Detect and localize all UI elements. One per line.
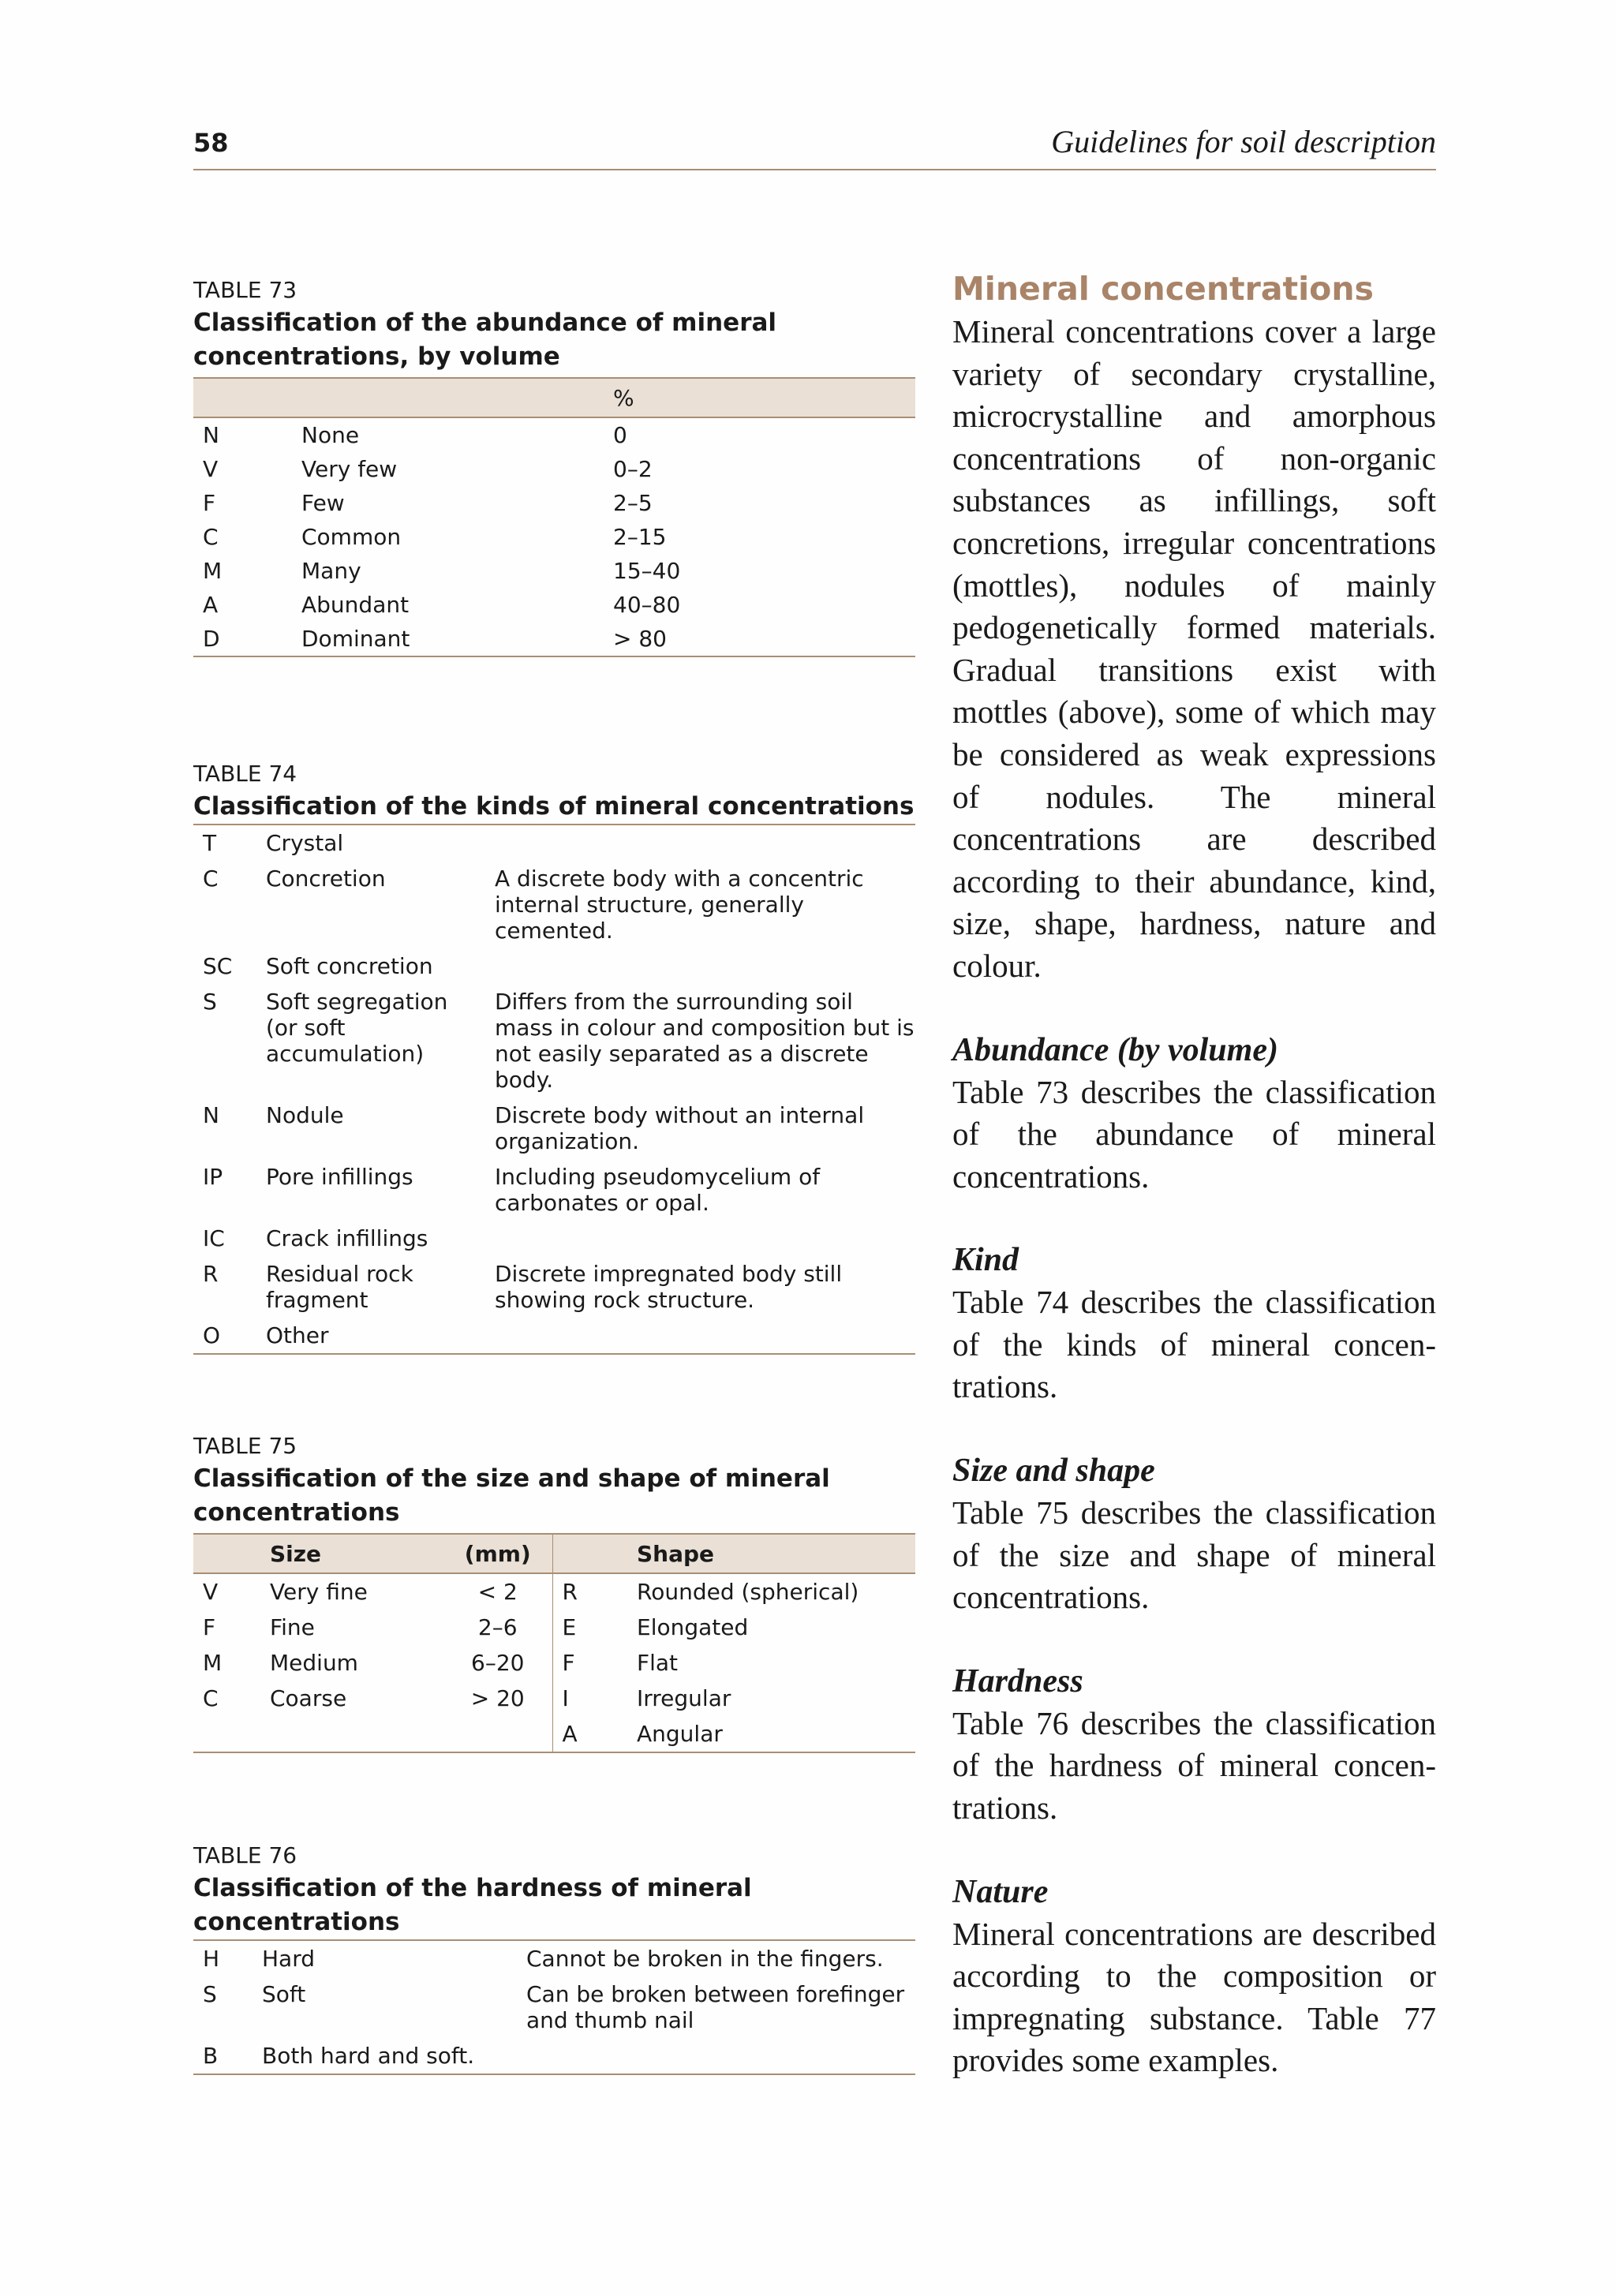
hardness-cell: Both hard and soft.	[262, 2043, 475, 2069]
code-cell: IP	[203, 1164, 223, 1190]
class-cell: None	[301, 422, 360, 448]
size-cell: Medium	[270, 1650, 358, 1676]
table-title: Classification of the abundance of mineral concentrations, by volume	[193, 309, 777, 371]
page-number: 58	[193, 128, 229, 158]
running-title: Guidelines for soil description	[1051, 124, 1436, 159]
code-cell: D	[203, 626, 220, 652]
nature-heading: Nature	[952, 1873, 1049, 1910]
nature-paragraph: Mineral concentrations are described according to the composition or impregnating substance. Table 77 provides some examples.	[952, 1915, 1436, 2079]
table-label: TABLE 76	[193, 1842, 297, 1868]
table-label: TABLE 74	[193, 761, 297, 787]
table-74	[193, 758, 915, 1355]
code-cell: C	[203, 524, 219, 550]
table-row	[193, 417, 915, 452]
table-row	[193, 520, 915, 554]
table-row	[193, 554, 915, 588]
table-row	[193, 1976, 915, 2038]
table-row	[193, 2038, 915, 2074]
hardness-table	[193, 1939, 915, 2075]
column-header: Shape	[627, 1534, 915, 1573]
shape-cell: Angular	[637, 1721, 723, 1747]
code-cell: F	[203, 490, 216, 516]
value-cell: 2–5	[613, 490, 653, 516]
description-cell: Discrete impregnated body still showing rock structure.	[495, 1261, 843, 1313]
table-row	[193, 1940, 915, 1976]
table-row	[193, 1716, 915, 1752]
table-row	[193, 1681, 915, 1716]
table-76	[193, 1840, 915, 2075]
table-row	[193, 1318, 915, 1354]
table-73	[193, 275, 915, 669]
kind-cell: Soft concretion	[266, 953, 433, 979]
table-title: Classification of the kinds of mineral concentrations	[193, 792, 915, 821]
description-cell: A discrete body with a concentric internal structure, generally cemented.	[495, 866, 864, 944]
code-cell: C	[203, 1685, 219, 1711]
description-cell: Including pseudomycelium of carbonates or opal.	[495, 1164, 821, 1216]
table-row	[193, 486, 915, 520]
shape-cell: Irregular	[637, 1685, 731, 1711]
shape-cell: Rounded (spherical)	[637, 1579, 859, 1605]
class-cell: Very few	[301, 456, 398, 482]
code-cell: S	[203, 989, 217, 1015]
column-header: Size	[260, 1534, 434, 1573]
description-cell: Differs from the surrounding soil mass in colour and composition but is not easily separated as a discrete body.	[495, 989, 915, 1093]
table-row	[193, 948, 915, 984]
description-cell	[485, 948, 915, 984]
size-shape-paragraph: Table 75 describes the classification of the size and shape of mineral concentrations.	[952, 1494, 1436, 1616]
table-row	[193, 1573, 915, 1610]
abundance-table	[193, 377, 915, 657]
size-shape-table	[193, 1533, 915, 1753]
size-cell: Coarse	[270, 1685, 347, 1711]
kind-cell: Nodule	[266, 1102, 344, 1128]
hardness-paragraph: Table 76 describes the classification of the hardness of mineral concen-trations.	[952, 1704, 1436, 1827]
table-row	[193, 1159, 915, 1221]
hardness-cell: Soft	[262, 1981, 306, 2007]
description-cell: Can be broken between forefinger and thumb nail	[526, 1981, 905, 2033]
column-header	[552, 1534, 627, 1573]
table-row	[193, 1645, 915, 1681]
table-row	[193, 984, 915, 1098]
shape-cell: Elongated	[637, 1614, 749, 1640]
code-cell: O	[203, 1322, 221, 1348]
shape-cell: Flat	[637, 1650, 679, 1676]
kind-cell: Residual rock fragment	[266, 1261, 413, 1313]
section-heading: Mineral concentrations	[952, 270, 1374, 308]
value-cell: 15–40	[613, 558, 681, 584]
column-header	[193, 378, 292, 417]
hardness-cell: Hard	[262, 1946, 316, 1972]
class-cell: Common	[301, 524, 402, 550]
code-cell: IC	[203, 1225, 225, 1251]
kind-cell: Concretion	[266, 866, 386, 892]
value-cell: 40–80	[613, 592, 681, 618]
code-cell: R	[203, 1261, 219, 1287]
kind-paragraph: Table 74 describes the classification of the kinds of mineral concen-trations.	[952, 1284, 1436, 1405]
value-cell: > 80	[613, 626, 667, 652]
table-row	[193, 1610, 915, 1645]
code-cell: S	[203, 1981, 217, 2007]
mm-cell: 2–6	[477, 1614, 518, 1640]
column-header: %	[604, 378, 915, 417]
code-cell: C	[203, 866, 219, 892]
description-cell	[485, 825, 915, 861]
code-cell: T	[203, 830, 217, 856]
code-cell: A	[203, 592, 219, 618]
table-row	[193, 1221, 915, 1256]
value-cell: 0	[613, 422, 627, 448]
abundance-paragraph: Table 73 describes the classification of the abundance of mineral concentrations.	[952, 1073, 1436, 1195]
class-cell: Few	[301, 490, 345, 516]
mm-cell: 6–20	[471, 1650, 525, 1676]
table-row	[193, 452, 915, 486]
code-cell: B	[203, 2043, 219, 2069]
size-cell: Fine	[270, 1614, 315, 1640]
size-shape-heading: Size and shape	[952, 1453, 1155, 1490]
column-header	[292, 378, 604, 417]
class-cell: Dominant	[301, 626, 410, 652]
table-title: Classification of the size and shape of mineral concentrations	[193, 1464, 830, 1527]
tables-column	[193, 275, 915, 2075]
code-cell: N	[203, 1102, 219, 1128]
kind-cell: Crack infillings	[266, 1225, 428, 1251]
hardness-heading: Hardness	[952, 1662, 1083, 1700]
code-cell: F	[203, 1614, 216, 1640]
page-header	[193, 118, 1436, 170]
table-row	[193, 861, 915, 948]
kinds-table	[193, 824, 915, 1355]
size-cell	[260, 1716, 434, 1752]
description-cell: Discrete body without an internal organization.	[495, 1102, 865, 1154]
shape-code-cell: F	[552, 1645, 627, 1681]
kind-cell: Pore infillings	[266, 1164, 413, 1190]
table-label: TABLE 75	[193, 1433, 297, 1459]
code-cell: N	[203, 422, 219, 448]
column-header: (mm)	[434, 1534, 552, 1573]
value-cell: 0–2	[613, 456, 653, 482]
code-cell	[193, 1716, 260, 1752]
table-row	[193, 588, 915, 622]
shape-code-cell: A	[552, 1716, 627, 1752]
kind-cell: Other	[266, 1322, 329, 1348]
table-title: Classification of the hardness of mineral concentrations	[193, 1874, 752, 1936]
description-cell	[485, 1221, 915, 1256]
mm-cell: > 20	[470, 1685, 525, 1711]
text-column	[952, 267, 1436, 2082]
abundance-heading: Abundance (by volume)	[952, 1031, 1278, 1068]
mm-cell	[434, 1716, 552, 1752]
column-header	[193, 1534, 260, 1573]
kind-cell: Crystal	[266, 830, 344, 856]
size-cell: Very fine	[270, 1579, 368, 1605]
table-row	[193, 622, 915, 656]
mm-cell: < 2	[477, 1579, 518, 1605]
table-75	[193, 1430, 915, 1753]
description-cell	[517, 2038, 915, 2074]
intro-paragraph: Mineral concentrations cover a large variety of secondary crystalline, microcrystalline and amorphous concentrations of non-organic substances as infillings, soft concretions, irregular concentrations (mottles), nodules of mainly pedogenetically formed materials. Gradual transitions exist with mottles (above), some of which may be considered as weak expressions of nodules. The mineral concentrations are described according to their abundance, kind, size, shape, hardness, nature and colour.	[952, 313, 1436, 984]
code-cell: M	[203, 1650, 223, 1676]
table-row	[193, 1256, 915, 1318]
table-label: TABLE 73	[193, 277, 297, 303]
shape-code-cell: E	[552, 1610, 627, 1645]
class-cell: Many	[301, 558, 361, 584]
value-cell: 2–15	[613, 524, 667, 550]
code-cell: SC	[203, 953, 233, 979]
code-cell: M	[203, 558, 223, 584]
code-cell: V	[203, 456, 219, 482]
code-cell: H	[203, 1946, 220, 1972]
description-cell	[485, 1318, 915, 1354]
shape-code-cell: R	[552, 1573, 627, 1610]
kind-cell: Soft segregation (or soft accumulation)	[266, 989, 448, 1067]
description-cell: Cannot be broken in the fingers.	[526, 1946, 884, 1972]
code-cell: V	[203, 1579, 219, 1605]
shape-code-cell: I	[552, 1681, 627, 1716]
table-row	[193, 825, 915, 861]
kind-heading: Kind	[952, 1242, 1019, 1279]
class-cell: Abundant	[301, 592, 410, 618]
table-row	[193, 1098, 915, 1159]
